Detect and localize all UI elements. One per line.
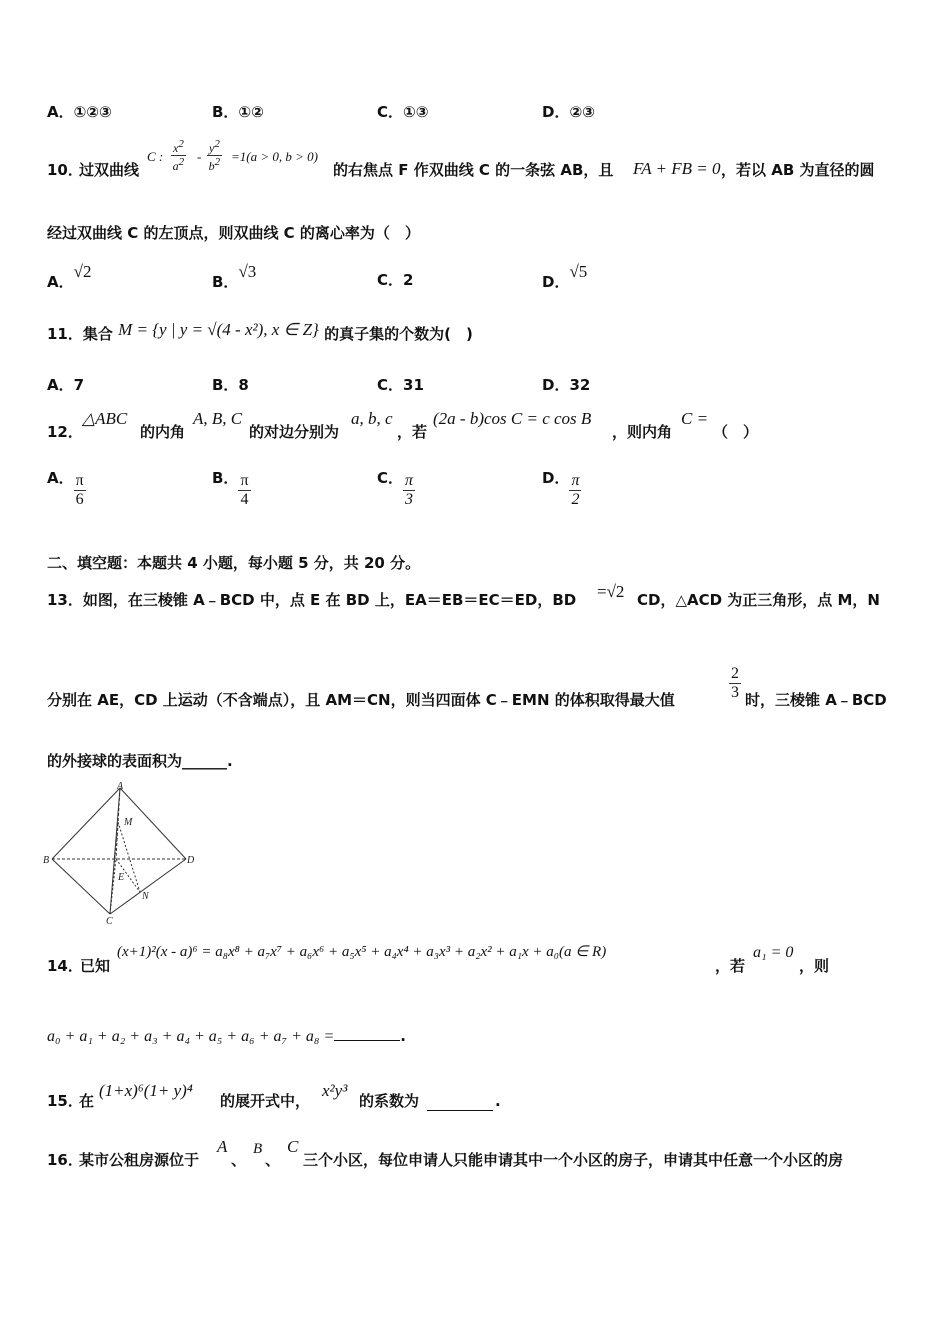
- q15-term: x²y³: [322, 1081, 348, 1100]
- q12-equation: (2a - b)cos C = c cos B: [433, 409, 592, 428]
- label-d: D: [187, 855, 195, 866]
- q15-answer-blank[interactable]: [427, 1092, 493, 1111]
- q12-number: 12．: [47, 423, 83, 441]
- q12-text-5: （ ）: [713, 423, 759, 441]
- q10-option-b: B．√3: [212, 262, 257, 291]
- q12-text-2: 的对边分别为: [249, 423, 340, 441]
- label-e: E: [118, 872, 125, 883]
- q9-option-d: D．②③: [542, 103, 595, 121]
- q10-text-mid: 的右焦点 F 作双曲线 C 的一条弦 AB，且: [333, 161, 614, 179]
- q10-line2: 经过双曲线 C 的左顶点，则双曲线 C 的离心率为（ ）: [47, 224, 420, 242]
- q10-text-pre: 过双曲线: [79, 161, 140, 179]
- q10-option-c: C．2: [377, 271, 414, 289]
- q12-text-3: ，若: [397, 423, 428, 441]
- q14-line2: a₀ + a₁ + a₂ + a₃ + a₄ + a₅ + a₆ + a₇ + a₈ = .: [47, 1022, 406, 1045]
- edge-bc: [52, 859, 110, 914]
- q14-answer-blank[interactable]: [334, 1022, 400, 1041]
- q12-option-d: D． $\frac{\pi}{2}$: [542, 468, 580, 508]
- label-m: M: [124, 817, 133, 828]
- section-heading: 二、填空题：本题共 4 小题，每小题 5 分，共 20 分。: [47, 554, 421, 572]
- q13-line3: 的外接球的表面积为______.: [47, 752, 233, 770]
- q11-option-b: B．8: [212, 376, 249, 394]
- q12-option-a: A． $\frac{\pi}{6}$: [47, 468, 84, 508]
- q15-expression: (1+x)⁶(1+ y)⁴: [99, 1081, 193, 1100]
- tetrahedron-figure: [40, 782, 210, 927]
- q10-number: 10．: [47, 161, 83, 179]
- q11-text-pre: 集合: [82, 325, 113, 343]
- q11-set-expression: M = {y | y = √(4 - x²), x ∈ Z}: [118, 320, 319, 339]
- q11-number: 11．: [47, 325, 83, 343]
- q12-angles: A, B, C: [193, 409, 243, 428]
- q11-text-post: 的真子集的个数为( ): [324, 325, 473, 343]
- label-b: B: [43, 855, 50, 866]
- q9-option-b: B．①②: [212, 103, 264, 121]
- q11-line: [47, 320, 473, 343]
- q12-text-4: ，则内角: [612, 423, 673, 441]
- edge-ac: [110, 788, 120, 914]
- q12-text-1: 的内角: [140, 423, 186, 441]
- q9-option-a: A．①②③: [47, 103, 112, 121]
- q12-triangle: △ABC: [82, 409, 128, 428]
- q10-option-a: A．√2: [47, 262, 92, 291]
- q12-sides: a, b, c: [351, 409, 393, 428]
- q11-option-a: A．7: [47, 376, 85, 394]
- q12-option-c: C． $\frac{\pi}{3}$: [377, 468, 414, 508]
- q10-option-d: D．√5: [542, 262, 588, 291]
- segment-ce: [110, 859, 116, 914]
- q12-option-b: B． $\frac{\pi}{4}$: [212, 468, 249, 508]
- q10-vector-condition: FA + FB = 0: [633, 159, 721, 178]
- q11-option-c: C．31: [377, 376, 424, 394]
- q12-target: C =: [681, 409, 709, 428]
- q14-sum-expression: a₀ + a₁ + a₂ + a₃ + a₄ + a₅ + a₆ + a₇ + a₈ =: [47, 1028, 335, 1045]
- q10-text-post: ，若以 AB 为直径的圆: [721, 161, 875, 179]
- label-n: N: [142, 891, 149, 902]
- q11-option-d: D．32: [542, 376, 591, 394]
- q14-expansion: (x+1)²(x - a)⁶ = a₈x⁸ + a₇x⁷ + a₆x⁶ + a₅x⁵ + a₄x⁴ + a₃x³ + a₂x² + a₁x + a₀(a ∈ R): [117, 944, 607, 960]
- edge-ab: [52, 788, 120, 859]
- q9-option-c: C．①③: [377, 103, 429, 121]
- label-c: C: [106, 916, 113, 927]
- label-a: A: [117, 782, 124, 792]
- q14-condition: a₁ = 0: [753, 944, 794, 961]
